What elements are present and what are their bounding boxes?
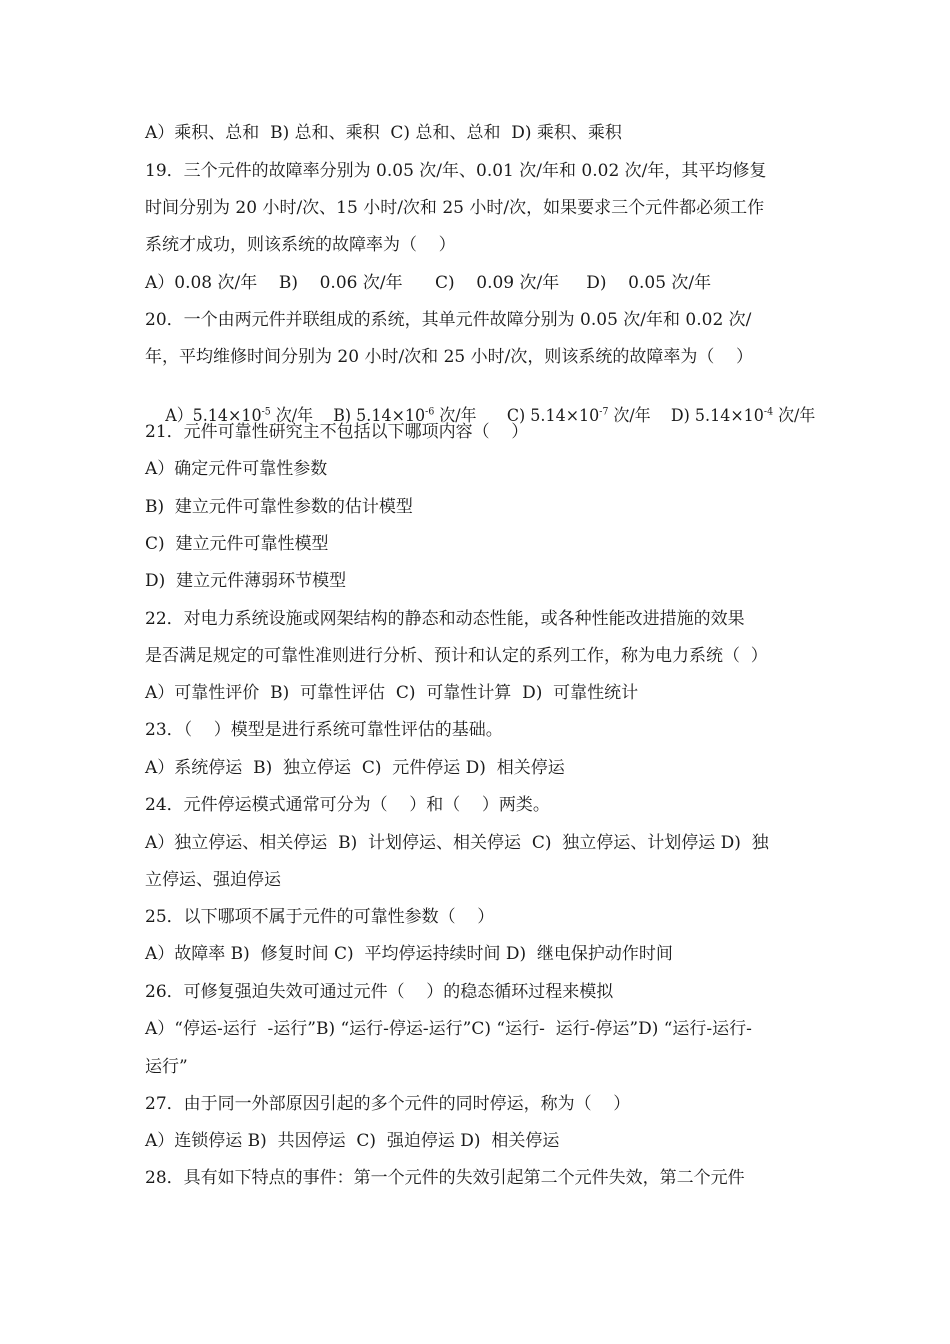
text-line: 时间分别为 20 小时/次、15 小时/次和 25 小时/次，如果要求三个元件都必须工作	[145, 198, 765, 218]
text-line: 28．具有如下特点的事件：第一个元件的失效引起第二个元件失效，第二个元件	[145, 1168, 745, 1188]
text-line: 系统才成功，则该系统的故障率为（ ）	[145, 235, 456, 255]
text-line: 26．可修复强迫失效可通过元件（ ）的稳态循环过程来模拟	[145, 982, 614, 1002]
option-d-unit: 次/年	[773, 406, 816, 426]
option-c-text: C) 5.14×10	[506, 406, 600, 426]
text-line: 立停运、强迫停运	[145, 870, 281, 890]
option-b-exponent: -6	[425, 406, 435, 418]
text-line: A）故障率 B) 修复时间 C) 平均停运持续时间 D) 继电保护动作时间	[145, 944, 673, 964]
text-line: A）0.08 次/年 B) 0.06 次/年 C) 0.09 次/年 D) 0.05 次/年	[145, 273, 712, 293]
option-c-unit: 次/年	[608, 406, 671, 426]
text-line: 21．元件可靠性研究主不包括以下哪项内容（ ）	[145, 422, 529, 442]
text-line: A）确定元件可靠性参数	[145, 459, 328, 479]
text-line: 运行”	[145, 1057, 188, 1077]
text-line: 20．一个由两元件并联组成的系统，其单元件故障分别为 0.05 次/年和 0.02 次/	[145, 310, 752, 330]
option-b-text: B) 5.14×10	[333, 406, 426, 426]
text-line: 年，平均维修时间分别为 20 小时/次和 25 小时/次，则该系统的故障率为（ ）	[145, 347, 753, 367]
text-line: D) 建立元件薄弱环节模型	[145, 571, 347, 591]
option-c-exponent: -7	[599, 406, 609, 418]
option-a-unit: 次/年	[270, 406, 334, 426]
text-line: 22．对电力系统设施或网架结构的静态和动态性能，或各种性能改进措施的效果	[145, 609, 745, 629]
text-line: 19．三个元件的故障率分别为 0.05 次/年、0.01 次/年和 0.02 次/年，其平均修复	[145, 161, 767, 181]
text-line: A）连锁停运 B) 共因停运 C) 强迫停运 D) 相关停运	[145, 1131, 560, 1151]
text-line: A）乘积、总和 B) 总和、乘积 C) 总和、总和 D) 乘积、乘积	[145, 123, 622, 143]
text-line: 27．由于同一外部原因引起的多个元件的同时停运，称为（ ）	[145, 1094, 631, 1114]
text-line: 23．（ ）模型是进行系统可靠性评估的基础。	[145, 720, 503, 740]
option-a-text: A）5.14×10	[165, 406, 262, 426]
text-line: C) 建立元件可靠性模型	[145, 534, 329, 554]
option-a-exponent: -5	[261, 406, 271, 418]
text-line: A）可靠性评价 B) 可靠性评估 C) 可靠性计算 D) 可靠性统计	[145, 683, 639, 703]
text-line: 24．元件停运模式通常可分为（ ）和（ ）两类。	[145, 795, 550, 815]
option-d-text: D) 5.14×10	[670, 406, 764, 426]
text-line: A）“停运-运行 -运行”B) “运行-停运-运行”C) “运行- 运行-停运”D) “运行-运行-	[145, 1019, 752, 1039]
text-line: 25．以下哪项不属于元件的可靠性参数（ ）	[145, 907, 495, 927]
text-line: B) 建立元件可靠性参数的估计模型	[145, 497, 413, 517]
text-line: A）系统停运 B) 独立停运 C) 元件停运 D) 相关停运	[145, 758, 565, 778]
option-b-unit: 次/年	[434, 406, 507, 426]
option-d-exponent: -4	[763, 406, 774, 418]
text-line: 是否满足规定的可靠性准则进行分析、预计和认定的系列工作，称为电力系统（ ）	[145, 646, 768, 666]
text-line: A）独立停运、相关停运 B) 计划停运、相关停运 C) 独立停运、计划停运 D) 独	[145, 833, 769, 853]
